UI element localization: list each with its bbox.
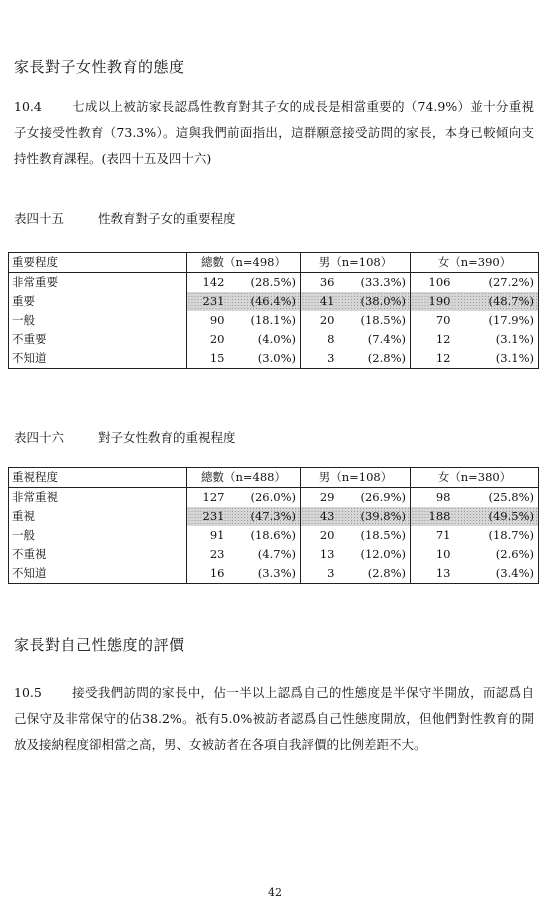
total-count: 16 [187,564,231,584]
row-label: 一般 [9,526,187,545]
total-percent: (3.0%) [231,349,301,369]
total-count: 20 [187,330,231,349]
table-label: 表四十六 [14,430,65,445]
female-percent: (49.5%) [457,507,539,526]
total-count: 142 [187,273,231,293]
table-label: 表四十五 [14,211,65,226]
table-row [9,545,539,564]
total-count: 91 [187,526,231,545]
male-percent: (12.0%) [360,547,406,561]
total-count: 23 [187,545,231,564]
header-total: 總數（n=488） [187,468,301,488]
paragraph-text: 接受我們訪問的家長中，佔一半以上認爲自己的性態度是半保守半開放，而認爲自己保守及非常保守的佔38.2%。祇有5.0%被訪者認爲自己性態度開放，但他們對性教育的開放及接納程度卻相當之高，男、女被訪者在各項自我評價的比例差距不大。 [14,685,534,752]
row-label: 重視 [9,507,187,526]
female-count: 98 [411,488,457,508]
table-row [9,349,539,369]
total-percent: (3.3%) [231,564,301,584]
row-label: 不知道 [9,349,187,369]
total-percent: (28.5%) [250,275,296,289]
table-row [9,292,539,311]
page-number: 42 [268,886,282,899]
female-count: 106 [411,273,457,293]
total-percent: (4.0%) [257,332,296,346]
row-label: 一般 [9,311,187,330]
male-count: 41 [301,292,341,311]
male-percent: (18.5%) [360,313,406,327]
row-label: 非常重要 [9,273,187,293]
female-percent: (48.7%) [457,292,539,311]
male-count: 3 [301,564,341,584]
section-heading: 家長對自己性態度的評價 [14,636,185,654]
total-percent: (26.0%) [250,490,296,504]
female-count: 12 [411,349,457,369]
total-count: 127 [187,488,231,508]
row-label: 非常重視 [9,488,187,508]
male-count: 3 [301,349,341,369]
female-percent: (3.1%) [457,349,539,369]
table-header-row [9,253,539,273]
table-row [9,273,539,293]
female-percent: (27.2%) [457,273,539,293]
paragraph-number: 10.5 [14,685,42,700]
header-female: 女（n=390） [411,253,539,273]
female-percent: (3.1%) [457,330,539,349]
male-percent: (2.8%) [341,349,411,369]
total-percent: (47.3%) [231,507,301,526]
table-row [9,564,539,584]
male-percent: (33.3%) [360,275,406,289]
header-total: 總數（n=498） [187,253,301,273]
female-percent: (2.6%) [457,545,539,564]
table-row [9,330,539,349]
row-label: 重要 [9,292,187,311]
total-percent: (46.4%) [231,292,301,311]
table-row [9,311,539,330]
female-count: 70 [411,311,457,330]
total-count: 15 [187,349,231,369]
row-label: 不重要 [9,330,187,349]
table-46 [8,467,539,584]
table-row [9,526,539,545]
male-percent: (38.0%) [341,292,411,311]
male-count: 20 [301,311,341,330]
male-percent: (2.8%) [341,564,411,584]
row-label: 不知道 [9,564,187,584]
paragraph-number: 10.4 [14,99,42,114]
female-percent: (18.7%) [457,526,539,545]
table-title: 對子女性敎育的重視程度 [98,430,236,445]
male-count: 29 [301,488,341,508]
total-count: 231 [187,507,231,526]
male-percent: (39.8%) [341,507,411,526]
female-count: 13 [411,564,457,584]
table-header-row [9,468,539,488]
section-heading: 家長對子女性教育的態度 [14,58,185,76]
female-count: 188 [411,507,457,526]
header-male: 男（n=108） [301,468,411,488]
table-45 [8,252,539,369]
male-count: 13 [301,545,341,564]
male-percent: (7.4%) [367,332,406,346]
table-caption [14,428,236,446]
total-count: 231 [187,292,231,311]
table-row [9,488,539,508]
total-percent: (18.6%) [250,528,296,542]
male-percent: (18.5%) [360,528,406,542]
table-title: 性敎育對子女的重要程度 [98,211,236,226]
total-percent: (4.7%) [257,547,296,561]
table-caption [14,209,236,227]
female-count: 10 [411,545,457,564]
female-count: 12 [411,330,457,349]
total-percent: (18.1%) [250,313,296,327]
paragraph-text: 七成以上被訪家長認爲性教育對其子女的成長是相當重要的（74.9%）並十分重視子女接受性教育（73.3%）。這與我們前面指出，這群願意接受訪問的家長，本身已較傾向支持性教育課程。(表四十五及四十六) [14,99,534,166]
male-count: 8 [301,330,341,349]
female-percent: (17.9%) [457,311,539,330]
female-percent: (25.8%) [457,488,539,508]
male-count: 20 [301,526,341,545]
header-male: 男（n=108） [301,253,411,273]
female-count: 71 [411,526,457,545]
row-label: 不重視 [9,545,187,564]
male-count: 36 [301,273,341,293]
header-female: 女（n=380） [411,468,539,488]
male-count: 43 [301,507,341,526]
table-row [9,507,539,526]
header-category: 重要程度 [9,253,187,273]
paragraph-10-5 [14,680,534,758]
paragraph-10-4 [14,94,534,172]
female-count: 190 [411,292,457,311]
total-count: 90 [187,311,231,330]
female-percent: (3.4%) [457,564,539,584]
male-percent: (26.9%) [360,490,406,504]
header-category: 重視程度 [9,468,187,488]
